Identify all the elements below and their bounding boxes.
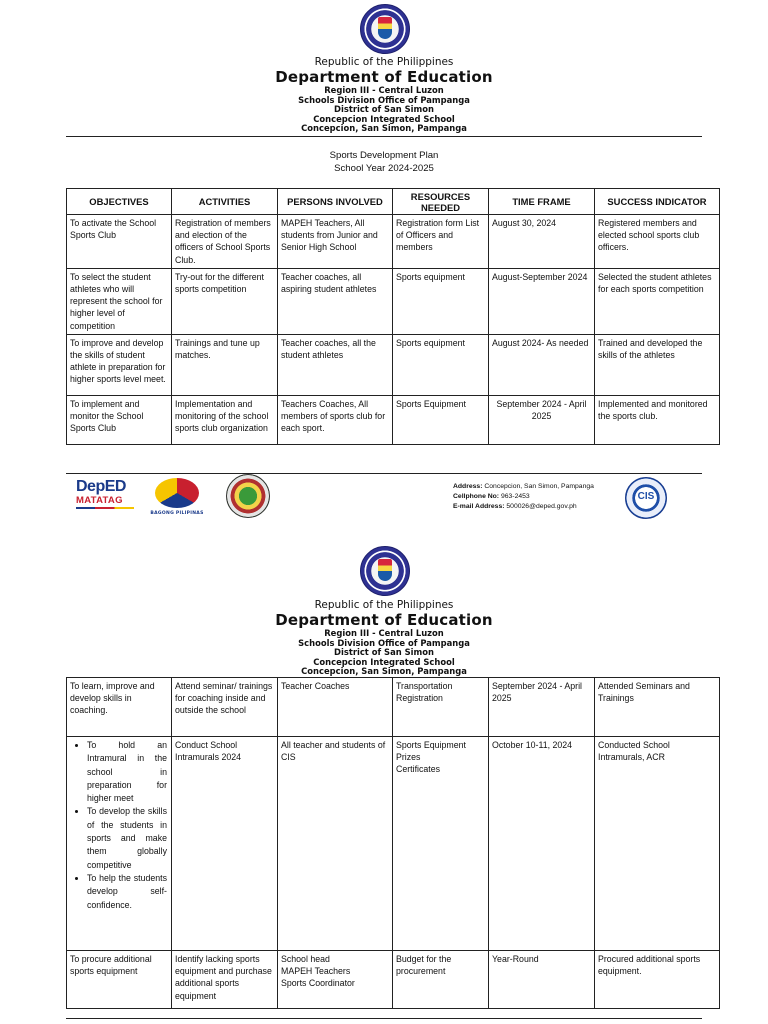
- table-row: [67, 678, 720, 737]
- department-title: Department of Education: [275, 68, 493, 86]
- time-cell: August 30, 2024: [489, 215, 595, 269]
- resource-line: Registration: [396, 693, 443, 704]
- email-value: 500026@deped.gov.ph: [506, 503, 577, 510]
- bagong-pilipinas-text: BAGONG PILIPINAS: [150, 511, 204, 516]
- school-year: School Year 2024-2025: [334, 162, 434, 174]
- resource-line: Certificates: [396, 764, 440, 775]
- school-line: Concepcion Integrated School: [313, 113, 455, 124]
- persons-cell: Teacher Coaches: [278, 678, 393, 737]
- list-item: • To help the students develop self-confidence.: [87, 872, 168, 912]
- table-row: [67, 395, 720, 444]
- sports-plan-table: [66, 188, 720, 445]
- column-header: RESOURCES NEEDED: [393, 189, 489, 215]
- indicator-cell: Implemented and monitored the sports club.: [595, 395, 720, 444]
- objective-cell: [67, 737, 172, 951]
- table-row: [67, 215, 720, 269]
- resources-cell: Sports Equipment: [393, 395, 489, 444]
- school-line: Concepcion Integrated School: [313, 656, 455, 667]
- list-item: • To hold an Intramural in the school in preparation for higher meet: [87, 739, 168, 805]
- persons-cell: All teacher and students of CIS: [278, 737, 393, 951]
- division-line: Schools Division Office of Pampanga: [298, 94, 470, 105]
- time-cell: August-September 2024: [489, 268, 595, 334]
- resource-line: Transportation: [396, 681, 453, 691]
- district-line: District of San Simon: [334, 104, 434, 115]
- cis-seal-icon: [625, 477, 667, 519]
- activity-cell: Trainings and tune up matches.: [172, 334, 278, 395]
- republic-line: Republic of the Philippines: [314, 56, 454, 68]
- indicator-cell: Procured additional sports equipment.: [595, 951, 720, 1009]
- address-value: Concepcion, San Simon, Pampanga: [484, 483, 594, 490]
- persons-cell: [278, 951, 393, 1009]
- region-line: Region III - Central Luzon: [324, 85, 444, 95]
- resource-line: Sports Equipment: [396, 740, 466, 750]
- activity-cell: Attend seminar/ trainings for coaching inside and outside the school: [172, 678, 278, 737]
- objective-cell: To activate the School Sports Club: [67, 215, 172, 269]
- column-header: PERSONS INVOLVED: [278, 189, 393, 215]
- resources-cell: Budget for the procurement: [393, 951, 489, 1009]
- resources-cell: Registration form List of Officers and members: [393, 215, 489, 269]
- person-line: School head: [281, 954, 330, 964]
- address-label: Address:: [453, 483, 483, 490]
- column-header: ACTIVITIES: [172, 189, 278, 215]
- cellphone-label: Cellphone No:: [453, 493, 500, 500]
- school-seal-icon: [226, 474, 270, 518]
- department-title: Department of Education: [275, 611, 493, 629]
- activity-cell: Registration of members and election of the officers of School Sports Club.: [172, 215, 278, 269]
- time-cell: September 2024 - April 2025: [489, 395, 595, 444]
- deped-seal-icon: [360, 546, 410, 596]
- resources-cell: Sports equipment: [393, 268, 489, 334]
- header-divider: [66, 136, 702, 137]
- table-row: [67, 334, 720, 395]
- table-row: [67, 737, 720, 951]
- persons-cell: Teacher coaches, all aspiring student athletes: [278, 268, 393, 334]
- resources-cell: Sports equipment: [393, 334, 489, 395]
- persons-cell: Teachers Coaches, All members of sports club for each sport.: [278, 395, 393, 444]
- objective-cell: To improve and develop the skills of student athlete in preparation for higher sports level meet.: [67, 334, 172, 395]
- activity-cell: Conduct School Intramurals 2024: [172, 737, 278, 951]
- district-line: District of San Simon: [334, 647, 434, 658]
- email-label: E-mail Address:: [453, 503, 505, 510]
- sports-plan-table-continued: [66, 677, 720, 1009]
- region-line: Region III - Central Luzon: [324, 628, 444, 638]
- indicator-cell: Attended Seminars and Trainings: [595, 678, 720, 737]
- objective-cell: To procure additional sports equipment: [67, 951, 172, 1009]
- column-header: TIME FRAME: [489, 189, 595, 215]
- deped-logo-text: DepED: [76, 478, 126, 495]
- objective-bullet-list: [70, 739, 168, 912]
- indicator-cell: Trained and developed the skills of the athletes: [595, 334, 720, 395]
- document-title: Sports Development Plan: [329, 150, 439, 161]
- table-row: [67, 951, 720, 1009]
- objective-cell: To implement and monitor the School Sports Club: [67, 395, 172, 444]
- person-line: Sports Coordinator: [281, 978, 355, 989]
- resource-line: Prizes: [396, 752, 421, 763]
- column-header: OBJECTIVES: [67, 189, 172, 215]
- matatag-logo-text: MATATAG: [76, 495, 123, 506]
- activity-cell: Try-out for the different sports competition: [172, 268, 278, 334]
- persons-cell: MAPEH Teachers, All students from Junior and Senior High School: [278, 215, 393, 269]
- indicator-cell: Selected the student athletes for each sports competition: [595, 268, 720, 334]
- indicator-cell: Conducted School Intramurals, ACR: [595, 737, 720, 951]
- time-cell: October 10-11, 2024: [489, 737, 595, 951]
- table-row: [67, 268, 720, 334]
- person-line: MAPEH Teachers: [281, 966, 351, 977]
- list-item: • To develop the skills of the students in sports and make them globally competitive: [87, 805, 168, 871]
- cis-seal-text: CIS: [637, 491, 655, 502]
- division-line: Schools Division Office of Pampanga: [298, 637, 470, 648]
- location-line: Concepcion, San Simon, Pampanga: [301, 123, 467, 134]
- table-header-row: [67, 189, 720, 215]
- document-page-2: [0, 540, 768, 1024]
- objective-cell: To select the student athletes who will represent the school for higher level of competition: [67, 268, 172, 334]
- indicator-cell: Registered members and elected school sports club officers.: [595, 215, 720, 269]
- footer-contact: [453, 482, 594, 512]
- objective-cell: To learn, improve and develop skills in coaching.: [67, 678, 172, 737]
- bagong-pilipinas-logo: [148, 478, 206, 520]
- deped-seal-icon: [360, 4, 410, 54]
- deped-matatag-logo: [76, 478, 138, 518]
- republic-line: Republic of the Philippines: [314, 599, 454, 611]
- cellphone-value: 963-2453: [500, 493, 530, 500]
- activity-cell: Identify lacking sports equipment and purchase additional sports equipment: [172, 951, 278, 1009]
- location-line: Concepcion, San Simon, Pampanga: [301, 666, 467, 677]
- persons-cell: Teacher coaches, all the student athletes: [278, 334, 393, 395]
- time-cell: Year-Round: [489, 951, 595, 1009]
- footer-logos: [76, 474, 276, 524]
- time-cell: August 2024- As needed: [489, 334, 595, 395]
- resources-cell: [393, 678, 489, 737]
- footer-divider: [66, 1018, 702, 1019]
- time-cell: September 2024 - April 2025: [489, 678, 595, 737]
- column-header: SUCCESS INDICATOR: [595, 189, 720, 215]
- activity-cell: Implementation and monitoring of the school sports club organization: [172, 395, 278, 444]
- resources-cell: [393, 737, 489, 951]
